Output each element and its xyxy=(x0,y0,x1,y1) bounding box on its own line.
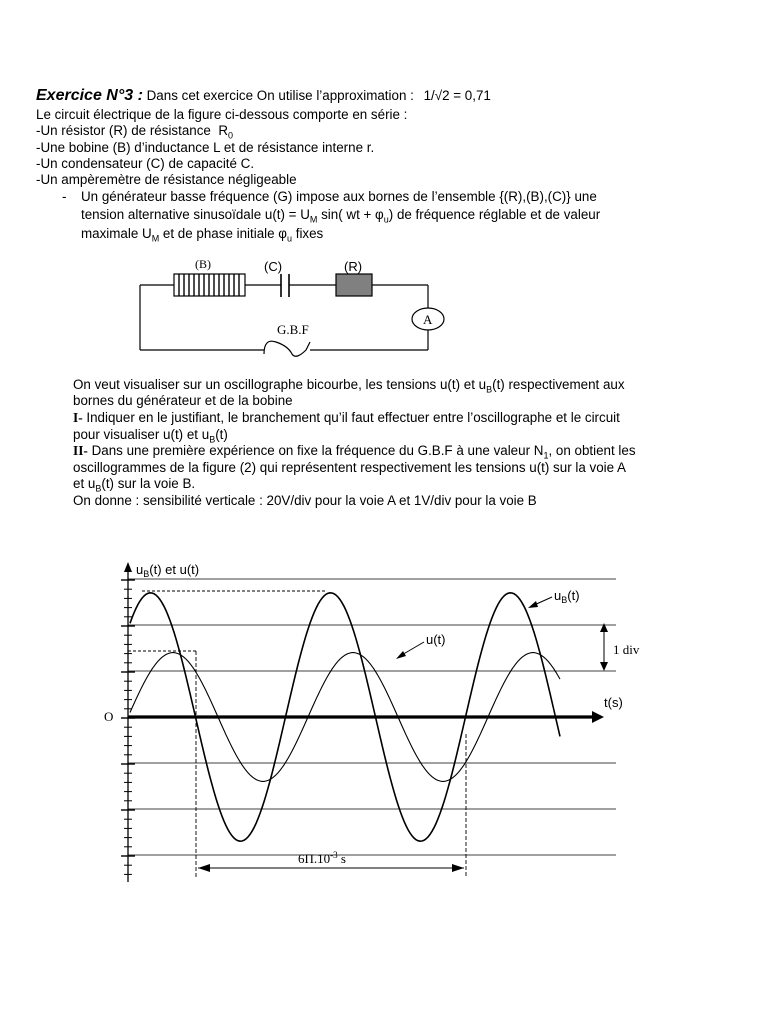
question-1-line-1: I- Indiquer en le justifiant, le branchement qu’il faut effectuer entre l’oscillographe et le circuit xyxy=(73,410,620,425)
question-1-line-2: pour visualiser u(t) et $u_B(t)$ xyxy=(73,427,228,445)
item-ammeter: -Un ampèremètre de résistance négligeable xyxy=(36,172,297,187)
intro-line: Le circuit électrique de la figure ci-dessous comporte en série : xyxy=(36,107,408,122)
question-1-number: I- xyxy=(73,410,83,425)
generator-line-2: tension alternative sinusoïdale $u(t) = U_M$ sin( wt + $\varphi_u$) de fréquence réglable et de valeur xyxy=(81,207,601,225)
origin-label: O xyxy=(104,709,114,724)
resistance-symbol: R xyxy=(218,123,228,138)
question-2-line-2: oscillogrammes de la figure (2) qui représentent respectivement les tensions u(t) sur la voie A xyxy=(73,460,626,475)
generator-line-1: Un générateur basse fréquence (G) impose aux bornes de l’ensemble {(R),(B),(C)} une xyxy=(81,189,597,204)
resistor-symbol xyxy=(336,274,372,296)
period-label: $6\Pi.10^{-3}$ s xyxy=(298,850,346,866)
question-2-line-4: On donne : sensibilité verticale : 20V/div pour la voie A et 1V/div pour la voie B xyxy=(73,493,537,508)
generator-line-3: maximale $U_M$ et de phase initiale $\varphi_u$ fixes xyxy=(81,226,324,244)
oscillogram xyxy=(0,550,768,890)
gbf-label: G.B.F xyxy=(277,322,309,337)
time-axis-label: t(s) xyxy=(604,695,623,710)
exercise-title-line xyxy=(36,88,491,104)
curve-u-label-arrowhead xyxy=(396,651,406,659)
curve-uB-label: $u_B(t)$ xyxy=(554,588,580,605)
exercise-title: Exercice N°3 : xyxy=(36,87,143,104)
gbf-sine-symbol xyxy=(264,341,310,356)
resistor-label: (R) xyxy=(344,259,363,274)
div-label: 1 div xyxy=(613,642,640,657)
capacitor-label: (C) xyxy=(264,259,283,274)
curve-uB-label-arrowhead xyxy=(528,601,538,608)
question-2-number: II- xyxy=(73,443,88,458)
question-2-line-3: et $u_B(t)$ sur la voie B. xyxy=(73,476,196,494)
paragraph-line-1: On veut visualiser sur un oscillographe bicourbe, les tensions u(t) et $u_B(t)$ respectivement aux xyxy=(73,377,625,395)
y-axis-title: $u_B(t)$ et u(t) xyxy=(136,562,200,579)
period-arrow-right xyxy=(452,864,464,872)
question-2-line-1: II- Dans une première expérience on fixe la fréquence du G.B.F à une valeur $N_1$, on obtient les xyxy=(73,443,636,461)
approximation-value: 1/√2 = 0,71 xyxy=(423,88,491,103)
paragraph-line-2: bornes du générateur et de la bobine xyxy=(73,393,293,408)
curve-u-label: u(t) xyxy=(426,632,446,647)
div-arrow-bottom xyxy=(600,662,608,671)
period-arrow-left xyxy=(198,864,210,872)
circuit-diagram xyxy=(0,250,768,360)
y-axis-arrow xyxy=(124,562,132,572)
item-resistor: -Un résistor (R) de résistance $R_0$ xyxy=(36,123,234,141)
ammeter-label: A xyxy=(423,312,433,327)
item-coil: -Une bobine (B) d’inductance L et de résistance interne r. xyxy=(36,140,375,155)
item-capacitor: -Un condensateur (C) de capacité C. xyxy=(36,156,255,171)
time-axis-arrow xyxy=(592,711,604,723)
div-arrow-top xyxy=(600,623,608,632)
approximation-text: Dans cet exercice On utilise l’approximation : xyxy=(146,88,414,103)
coil-label: (B) xyxy=(195,257,211,271)
generator-bullet: - xyxy=(62,189,67,204)
